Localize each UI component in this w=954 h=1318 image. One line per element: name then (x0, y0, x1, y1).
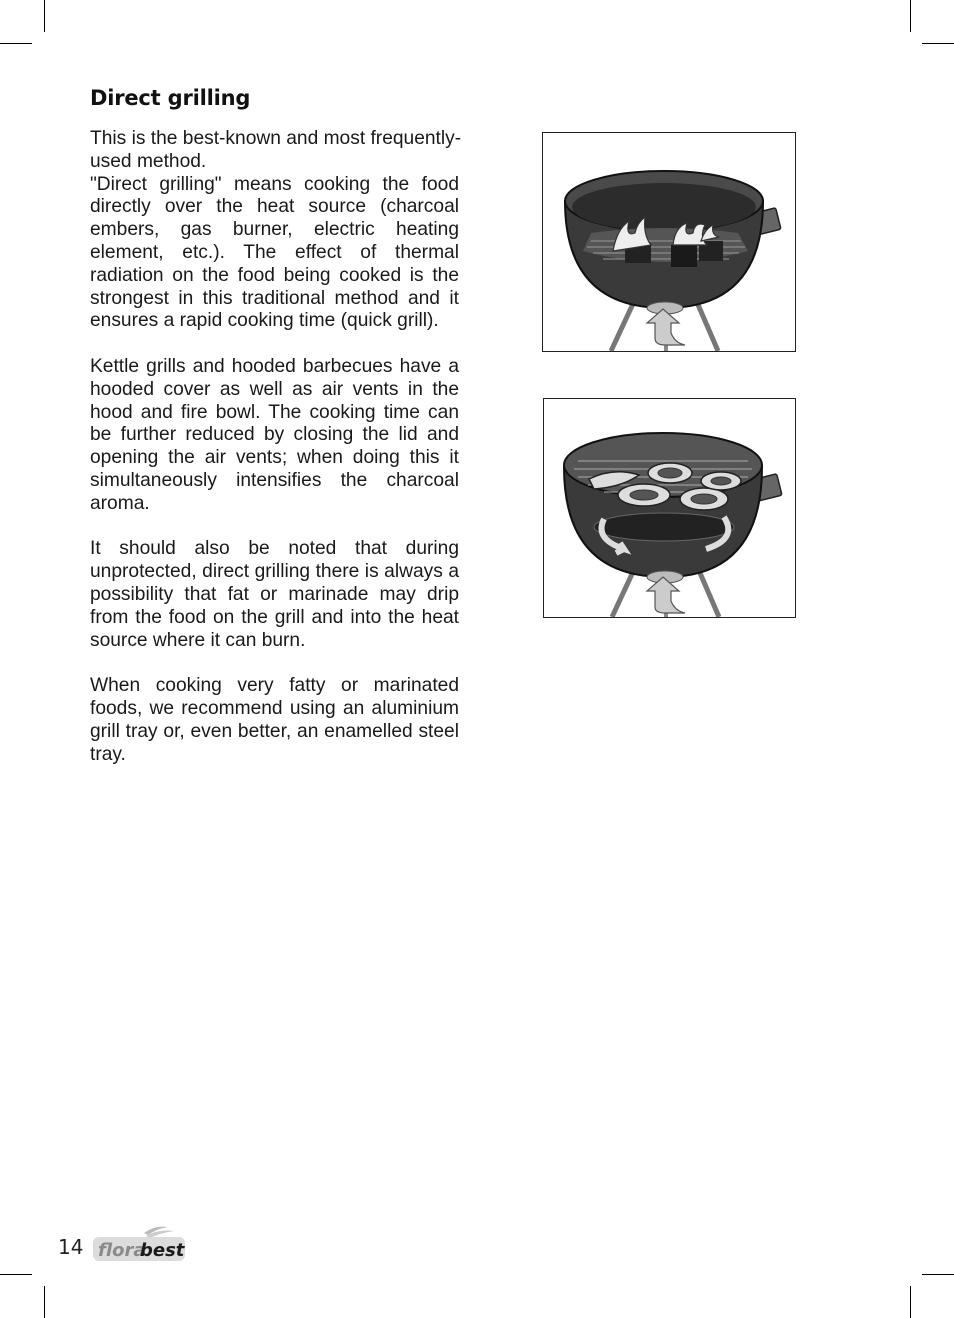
crop-mark (910, 0, 911, 32)
paragraph-4: When cooking very fatty or marinated foods, we recommend using an aluminium grill tray or, even better, an enamelled steel tray. (90, 675, 459, 765)
paragraph-3: It should also be noted that during unprotected, direct grilling there is always a possibility that fat or marinade may drip from the food on the grill and into the heat source where it can burn. (90, 538, 459, 651)
paragraph-text: "Direct grilling" means cooking the food directly over the heat source (charcoal embers, gas burner, electric heating element, etc.). The effect of thermal radiation on the food being cooked is the strongest in this traditional method and it ensures a rapid cooking time (quick grill). (90, 173, 459, 332)
crop-mark (922, 43, 954, 44)
crop-mark (44, 0, 45, 32)
paragraph-2: Kettle grills and hooded barbecues have a hooded cover as well as air vents in the hood and fire bowl. The cooking time can be further reduced by closing the lid and opening the air vents; when doing this it simultaneously intensifies the charcoal aroma. (90, 355, 459, 514)
paragraph-line: This is the best-known and most frequently- (90, 128, 462, 149)
crop-mark (922, 1274, 954, 1275)
page-number: 14 (58, 1235, 84, 1259)
paragraph-1 (90, 128, 462, 333)
crop-mark (910, 1286, 911, 1318)
grill-food-icon (544, 399, 795, 617)
page-heading: Direct grilling (90, 86, 251, 110)
grill-illustration-charcoal (542, 132, 796, 352)
crop-mark (44, 1286, 45, 1318)
logo-part1: flora (98, 1240, 146, 1261)
crop-mark (0, 43, 32, 44)
florabest-logo-icon (92, 1223, 188, 1263)
grill-illustration-food (543, 398, 796, 618)
logo-part2: best (140, 1240, 185, 1261)
crop-mark (0, 1274, 32, 1275)
paragraph-line: used method. (90, 150, 207, 172)
body-text (90, 128, 462, 789)
grill-charcoal-icon (543, 133, 795, 351)
